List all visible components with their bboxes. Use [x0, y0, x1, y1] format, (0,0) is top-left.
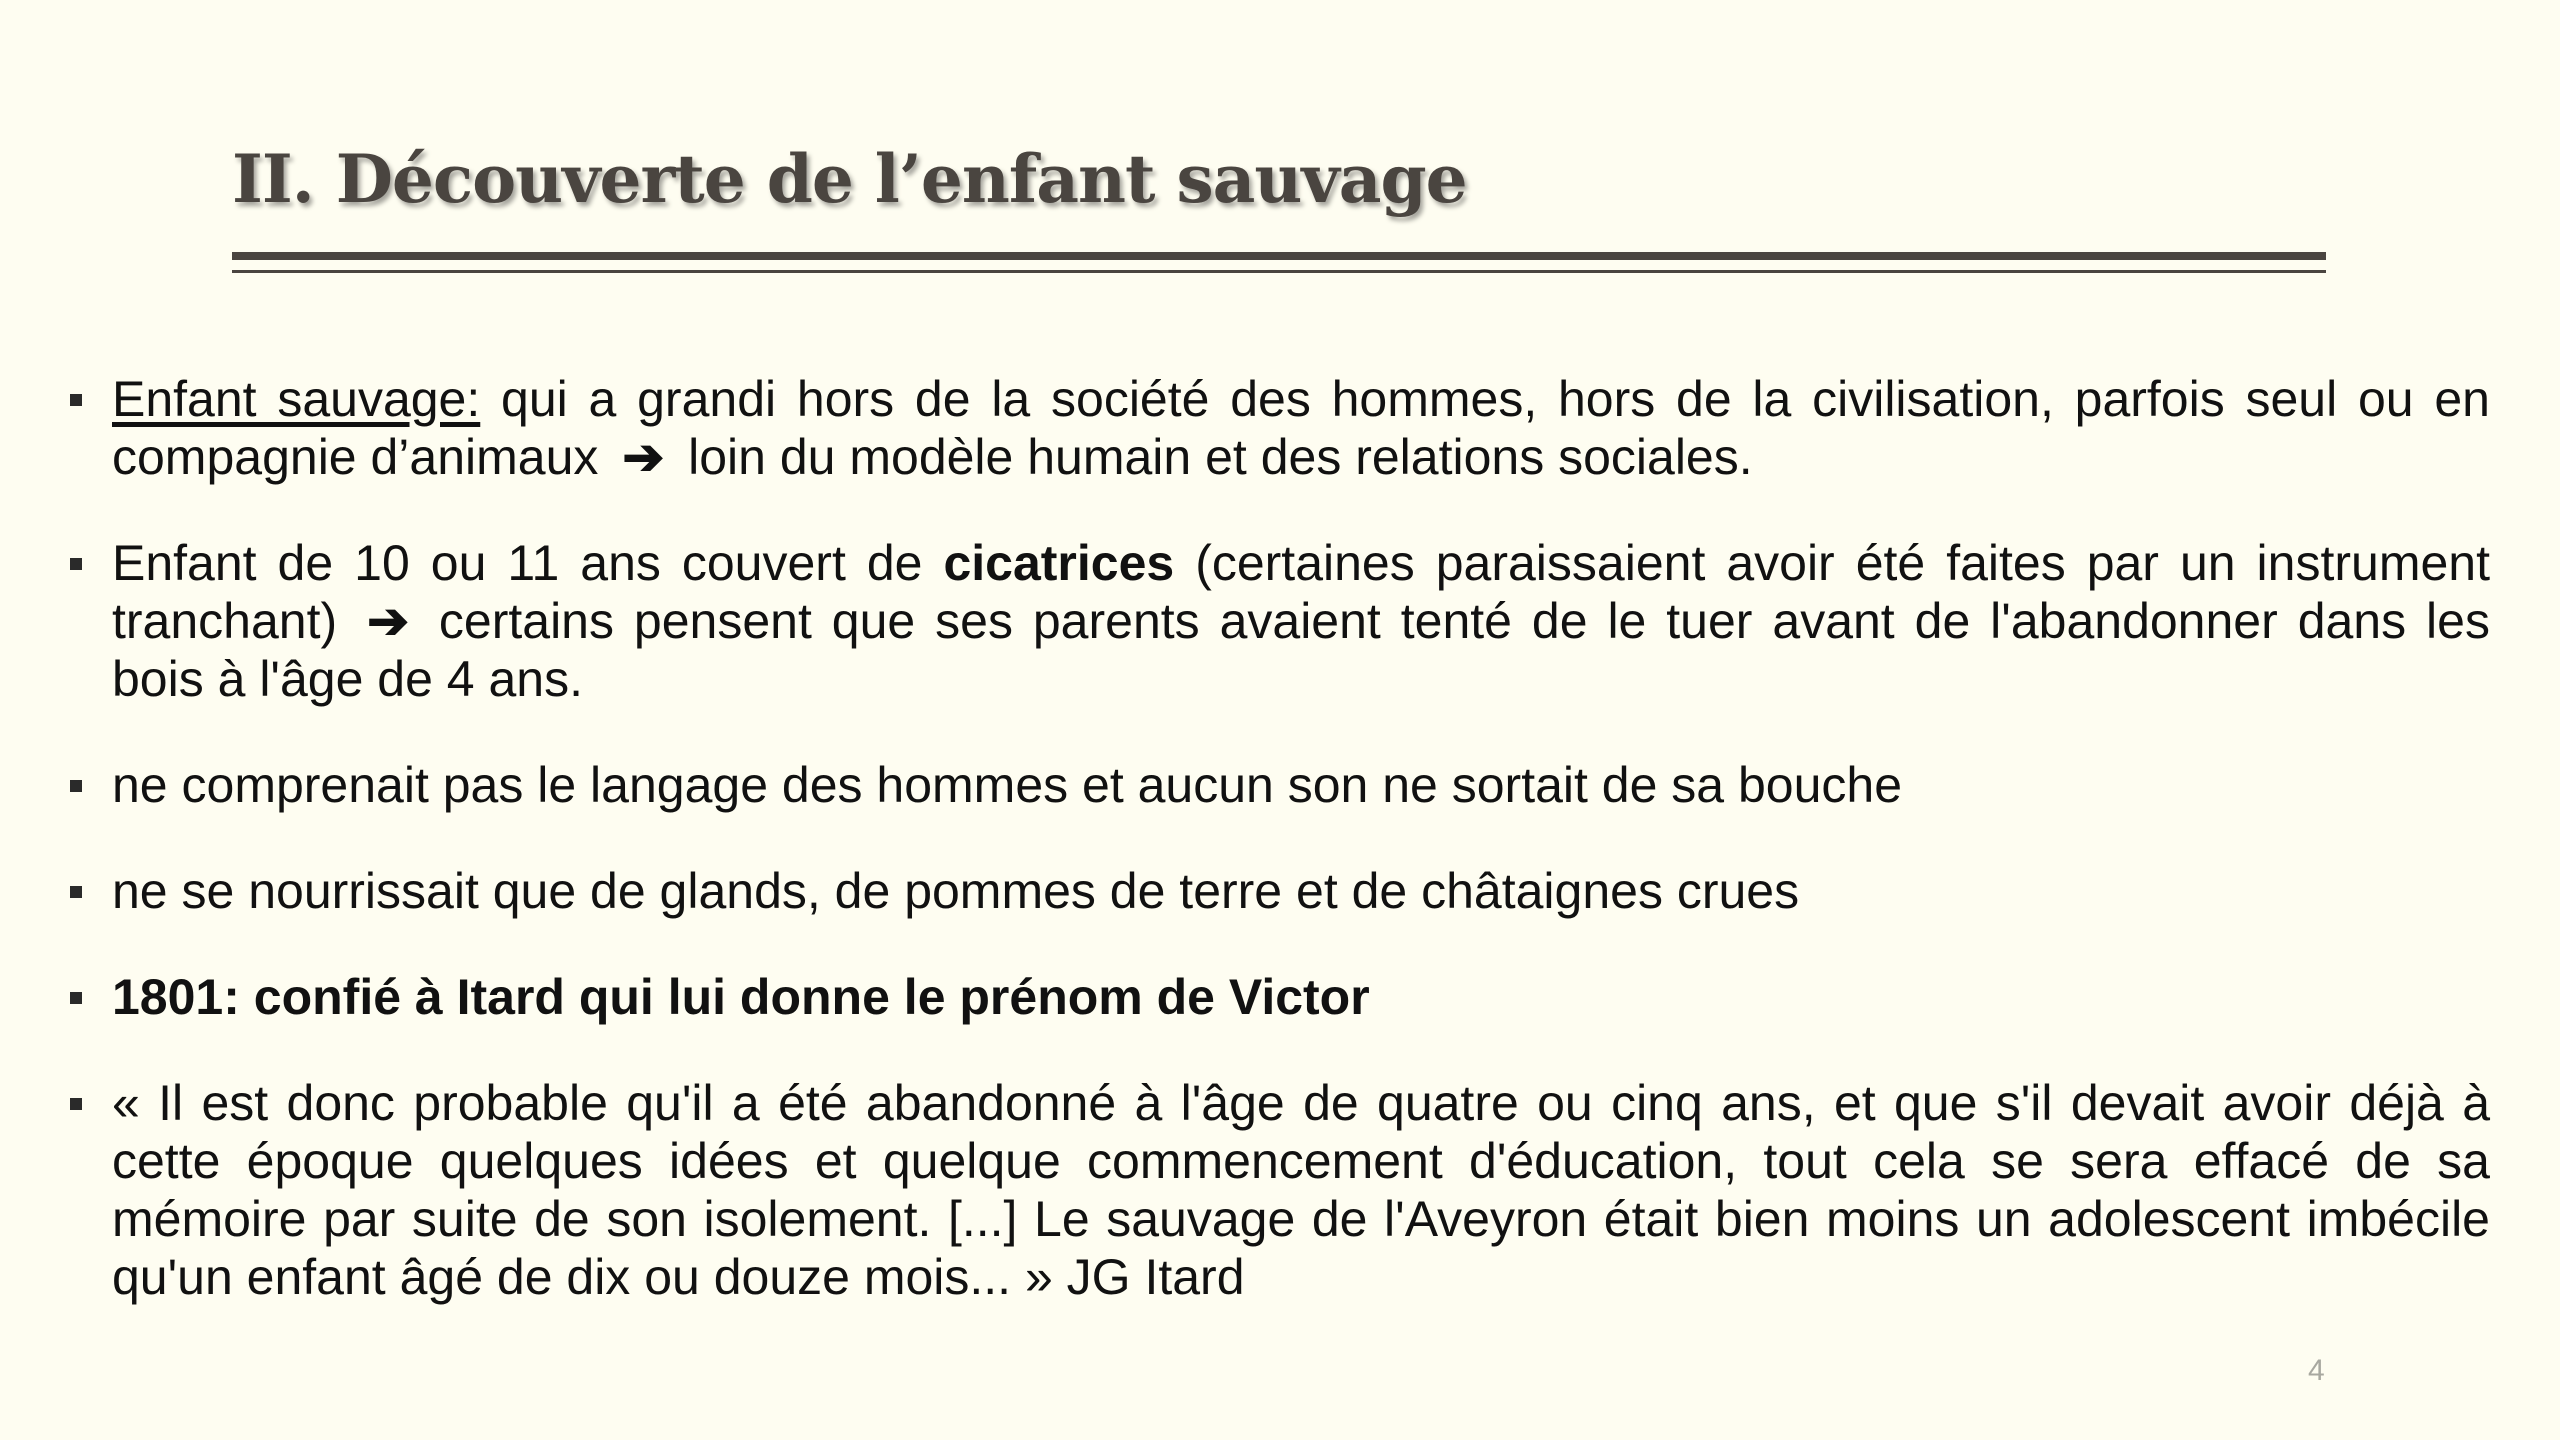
itard-text: 1801: confié à Itard qui lui donne le prénom de Victor [112, 969, 1370, 1025]
slide-title: II. Découverte de l’enfant sauvage [232, 140, 1467, 218]
bullet-item-language [60, 756, 2490, 814]
bullet-item-quote [60, 1074, 2490, 1306]
title-underline-thick [232, 252, 2326, 260]
scars-detail: (certaines paraissaient avoir été faites par un instrument tranchant) [112, 535, 2490, 649]
bullet-item-food [60, 862, 2490, 920]
definition-consequence: loin du modèle humain et des relations sociales. [688, 429, 1753, 485]
square-bullet-icon [70, 780, 82, 792]
bullet-item-itard [60, 968, 2490, 1026]
definition-text: qui a grandi hors de la société des hommes, hors de la civilisation, parfois seul ou en compagnie d’animaux [112, 371, 2490, 485]
square-bullet-icon [70, 886, 82, 898]
bullet-item-scars [60, 534, 2490, 708]
square-bullet-icon [70, 558, 82, 570]
food-text: ne se nourrissait que de glands, de pommes de terre et de châtaignes crues [112, 863, 1800, 919]
square-bullet-icon [70, 394, 82, 406]
bullet-list [60, 370, 2490, 1354]
page-number: 4 [2308, 1354, 2325, 1387]
scars-consequence: certains pensent que ses parents avaient tenté de le tuer avant de l'abandonner dans les bois à l'âge de 4 ans. [112, 593, 2490, 707]
scars-intro: Enfant de 10 ou 11 ans couvert de [112, 535, 923, 591]
square-bullet-icon [70, 992, 82, 1004]
title-underline-thin [232, 270, 2326, 273]
scars-emphasis: cicatrices [943, 535, 1175, 591]
bullet-item-definition [60, 370, 2490, 486]
right-arrow-icon: ➔ [622, 429, 665, 485]
quote-text: « Il est donc probable qu'il a été abandonné à l'âge de quatre ou cinq ans, et que s'il devait avoir déjà à cette époque quelques idées et quelque commencement d'éducation, tout cela se sera effacé de sa mémoire par suite de son isolement. [...] Le sauvage de l'Aveyron était bien moins un adolescent imbécile qu'un enfant âgé de dix ou douze mois... » JG Itard [112, 1075, 2490, 1305]
square-bullet-icon [70, 1098, 82, 1110]
language-text: ne comprenait pas le langage des hommes et aucun son ne sortait de sa bouche [112, 757, 1903, 813]
right-arrow-icon: ➔ [367, 593, 409, 649]
definition-term: Enfant sauvage: [112, 371, 481, 427]
